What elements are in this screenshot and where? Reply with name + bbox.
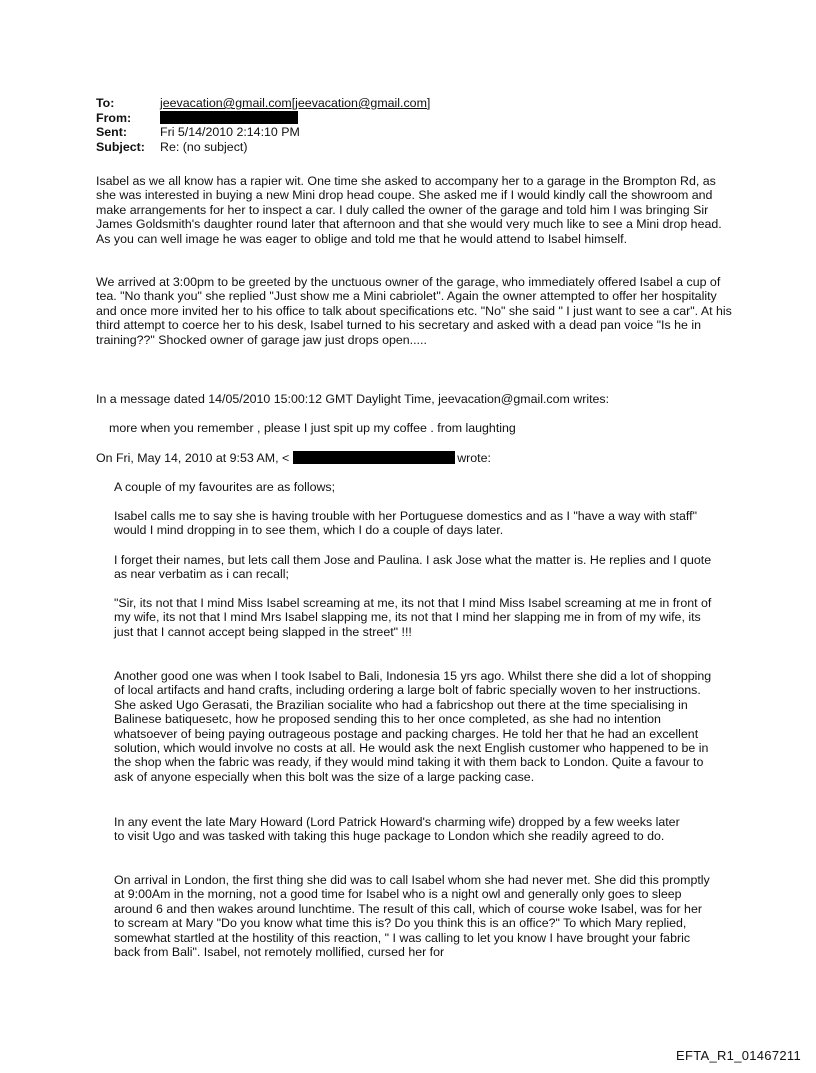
quoted-paragraph-6: In any event the late Mary Howard (Lord Patrick Howard's charming wife) dropped by a few weeks later to visit Ugo and was tasked with taking this huge package to London which she readily agreed to do. (114, 815, 680, 844)
reply-line: more when you remember , please I just spit up my coffee . from laughting (109, 421, 516, 435)
body-paragraph-1: Isabel as we all know has a rapier wit. One time she asked to accompany her to a garage in the Brompton Rd, as she was interested in buying a new Mini drop head coupe. She asked me if I would kindly call the showroom and make arrangements for her to inspect a car. I duly called the owner of the garage and told him I was bringing Sir James Goldsmith's daughter round later that afternoon and that she would very much like to see a Mini drop head. As you can well image he was eager to oblige and told me that he would attend to Isabel himself. (96, 174, 722, 246)
header-to-row (96, 96, 430, 111)
sent-value: Fri 5/14/2010 2:14:10 PM (160, 125, 300, 139)
quote-intro: In a message dated 14/05/2010 15:00:12 GMT Daylight Time, jeevacation@gmail.com writes: (96, 392, 610, 406)
from-value (160, 111, 298, 126)
email-header (96, 96, 430, 154)
header-from-row (96, 111, 430, 126)
quoted-paragraph-5: Another good one was when I took Isabel to Bali, Indonesia 15 yrs ago. Whilst there she did a lot of shopping of local artifacts and hand crafts, including ordering a large bolt of fabric specially woven to her instructions. She asked Ugo Gerasati, the Brazilian socialite who had a fabricshop out there at the time specialising in Balinese batiquesetc, how he proposed sending this to her once completed, as she had no intention whatsoever of being paying outrageous postage and packing charges. He told her that he had an excellent solution, which would involve no costs at all. He would ask the next English customer who happened to be in the shop when the fabric was ready, if they would mind taking it with them back to London. Quite a favour to ask of anyone especially when this bolt was the size of a large packing case. (114, 669, 712, 784)
redaction-bar (293, 451, 455, 464)
body-paragraph-2: We arrived at 3:00pm to be greeted by the unctuous owner of the garage, who immediately offered Isabel a cup of tea. "No thank you" she replied "Just show me a Mini cabriolet". Again the owner attempted to offer her hospitality and once more invited her to his office to talk about specifications etc. "No" she said " I just want to see a car". At his third attempt to coerce her to his desk, Isabel turned to his secretary and asked with a dead pan voice "Is he in training??" Shocked owner of garage jaw just drops open..... (96, 275, 732, 347)
quoted-paragraph-2: Isabel calls me to say she is having trouble with her Portuguese domestics and as I "have a way with staff" would I mind dropping in to see them, which I do a couple of days later. (114, 509, 697, 538)
document-id: EFTA_R1_01467211 (675, 1047, 801, 1063)
quoted-paragraph-4: "Sir, its not that I mind Miss Isabel screaming at me, its not that I mind Miss Isabel screaming at me in front of my wife, its not that I mind Mrs Isabel slapping me, its not that I mind her slapping me in from of my wife, its just that I cannot accept being slapped in the street" !!! (114, 596, 712, 639)
quoted-paragraph-3: I forget their names, but lets call them Jose and Paulina. I ask Jose what the matter is. He replies and I quote as near verbatim as i can recall; (114, 553, 712, 582)
to-label: To: (96, 96, 115, 110)
quoted-paragraph-1: A couple of my favourites are as follows; (114, 480, 336, 494)
subject-value: Re: (no subject) (160, 139, 248, 154)
redaction-bar (160, 111, 298, 124)
on-date-prefix: On Fri, May 14, 2010 at 9:53 AM, < (96, 451, 290, 465)
subject-label: Subject: (96, 139, 145, 154)
sent-label: Sent: (96, 125, 127, 139)
to-value[interactable]: jeevacation@gmail.com[jeevacation@gmail.com] (160, 96, 431, 110)
header-subject-row (96, 140, 430, 155)
on-date-line (96, 451, 736, 465)
quoted-paragraph-7: On arrival in London, the first thing she did was to call Isabel whom she had never met. She did this promptly at 9:00Am in the morning, not a good time for Isabel who is a night owl and generally only goes to sleep around 6 and then wakes around lunchtime. The result of this call, which of course woke Isabel, was for her to scream at Mary "Do you know what time this is? Do you think this is an office?" To which Mary replied, somewhat startled at the hostility of this reaction, " I was calling to let you know I have brought your fabric back from Bali". Isabel, not remotely mollified, cursed her for (114, 873, 710, 960)
on-date-suffix: wrote: (457, 451, 491, 465)
from-label: From: (96, 110, 132, 125)
header-sent-row (96, 125, 430, 140)
